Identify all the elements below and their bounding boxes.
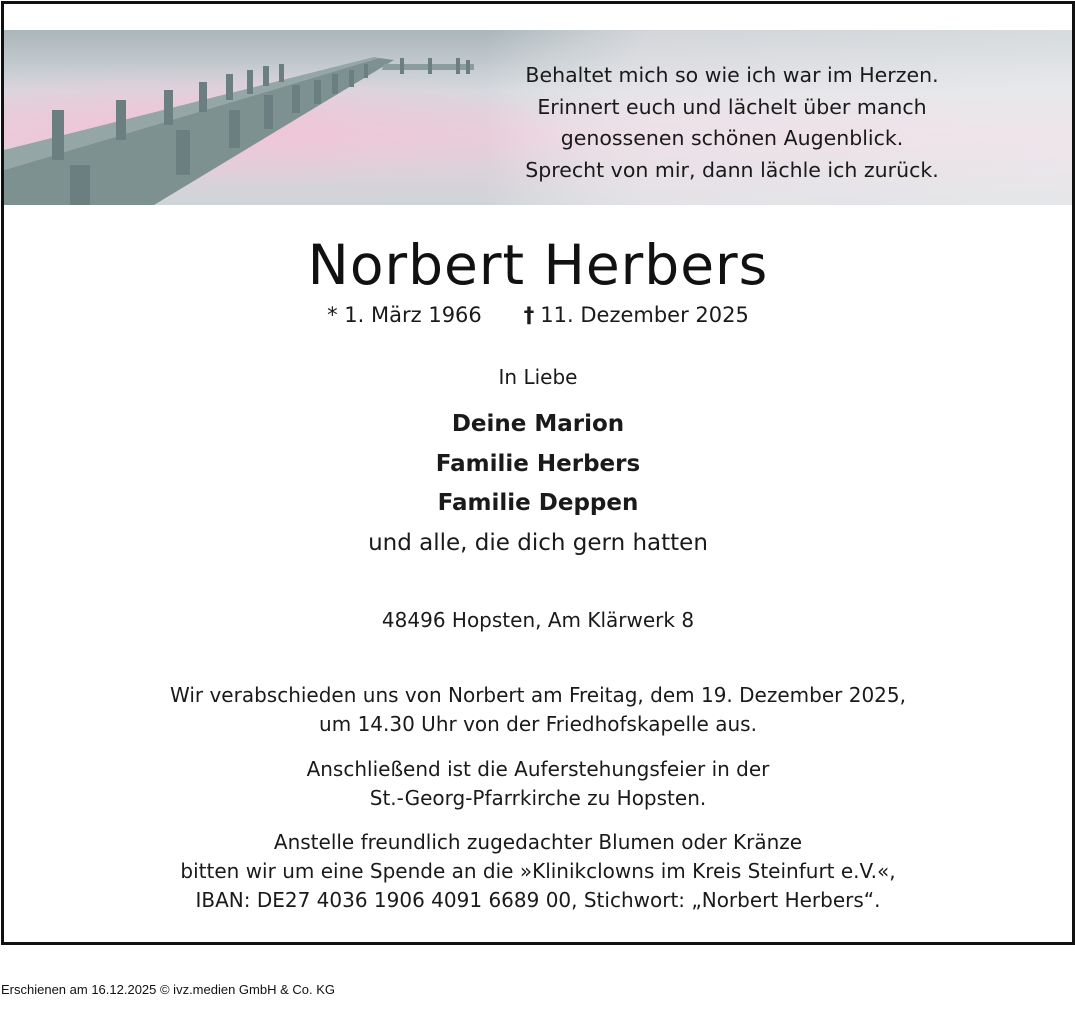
quote-text	[452, 60, 1012, 186]
paragraph-line: St.-Georg-Pfarrkirche zu Hopsten.	[369, 786, 707, 810]
mourner-line: Deine Marion	[451, 411, 625, 437]
donation-info-paragraph	[4, 828, 1072, 915]
deceased-name: Norbert Herbers	[307, 233, 769, 297]
paragraph-line: Wir verabschieden uns von Norbert am Freitag, dem 19. Dezember 2025,	[170, 683, 906, 707]
mourner-line: Familie Deppen	[437, 490, 639, 516]
life-dates	[4, 300, 1072, 330]
mourner-address: 48496 Hopsten, Am Klärwerk 8	[381, 608, 695, 632]
paragraph-line: bitten wir um eine Spende an die »Klinikclowns im Kreis Steinfurt e.V.«,	[180, 859, 896, 883]
cross-icon: †	[523, 303, 535, 327]
paragraph-line: Anschließend ist die Auferstehungsfeier in der	[306, 757, 770, 781]
quote-line: Behaltet mich so wie ich war im Herzen.	[525, 63, 939, 87]
publication-footer: Erschienen am 16.12.2025 © ivz.medien GmbH & Co. KG	[1, 982, 336, 997]
mourners-intro: In Liebe	[498, 365, 578, 389]
paragraph-line: um 14.30 Uhr von der Friedhofskapelle aus.	[319, 712, 757, 736]
quote-line: Erinnert euch und lächelt über manch	[537, 94, 927, 119]
funeral-info-paragraph	[4, 681, 1072, 739]
mourner-line: und alle, die dich gern hatten	[368, 530, 708, 556]
mourner-line: Familie Herbers	[435, 451, 641, 477]
header-banner-image	[4, 30, 1072, 205]
paragraph-line: Anstelle freundlich zugedachter Blumen oder Kränze	[273, 830, 803, 854]
ceremony-info-paragraph	[4, 755, 1072, 813]
quote-line: genossenen schönen Augenblick.	[560, 126, 904, 150]
obituary-frame	[1, 1, 1075, 945]
quote-line: Sprecht von mir, dann lächle ich zurück.	[525, 157, 939, 182]
birth-date: * 1. März 1966	[327, 303, 482, 327]
paragraph-line: IBAN: DE27 4036 1906 4091 6689 00, Stichwort: „Norbert Herbers“.	[195, 888, 881, 912]
death-date: 11. Dezember 2025	[540, 303, 749, 327]
